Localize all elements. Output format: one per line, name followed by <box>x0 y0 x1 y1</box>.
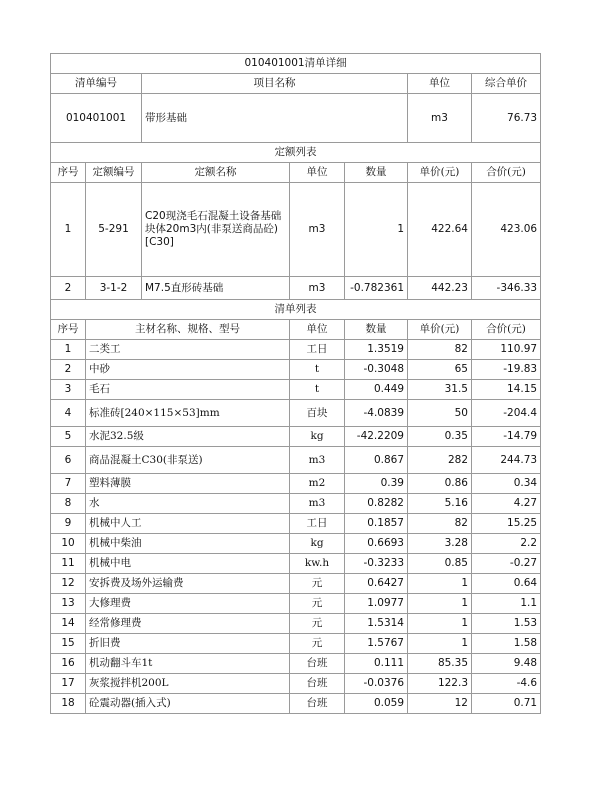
material-unit-price: 82 <box>408 514 472 534</box>
material-unit: 元 <box>290 634 345 654</box>
material-name: 机动翻斗车1t <box>86 654 290 674</box>
material-name: 折旧费 <box>86 634 290 654</box>
material-unit-price: 0.35 <box>408 427 472 447</box>
material-unit-price: 85.35 <box>408 654 472 674</box>
material-row <box>51 614 541 634</box>
material-name: 机械中电 <box>86 554 290 574</box>
material-qty: -0.3233 <box>345 554 408 574</box>
material-unit: t <box>290 360 345 380</box>
material-unit-price: 1 <box>408 634 472 654</box>
quota-unit-price: 422.64 <box>408 183 472 277</box>
material-row <box>51 340 541 360</box>
material-qty: 0.867 <box>345 447 408 474</box>
material-total: -0.27 <box>472 554 541 574</box>
material-qty: 1.5314 <box>345 614 408 634</box>
material-seq: 16 <box>51 654 86 674</box>
quota-unit-header: 单位 <box>290 163 345 183</box>
quota-code: 5-291 <box>86 183 142 277</box>
material-name: 机械中柴油 <box>86 534 290 554</box>
material-unit: 元 <box>290 574 345 594</box>
material-total: 244.73 <box>472 447 541 474</box>
bill-detail-table <box>50 53 541 714</box>
material-row <box>51 674 541 694</box>
material-name: 机械中人工 <box>86 514 290 534</box>
material-unit-price: 12 <box>408 694 472 714</box>
material-qty: 1.5767 <box>345 634 408 654</box>
material-unit: m3 <box>290 447 345 474</box>
material-seq: 8 <box>51 494 86 514</box>
material-seq-header: 序号 <box>51 320 86 340</box>
material-total: 15.25 <box>472 514 541 534</box>
material-unit-price: 50 <box>408 400 472 427</box>
material-row <box>51 694 541 714</box>
quota-unit: m3 <box>290 277 345 300</box>
material-qty: -0.0376 <box>345 674 408 694</box>
bill-name: 带形基础 <box>142 94 408 143</box>
quota-section-title: 定额列表 <box>51 143 541 163</box>
material-unit: 台班 <box>290 694 345 714</box>
material-seq: 3 <box>51 380 86 400</box>
material-qty: 0.111 <box>345 654 408 674</box>
quota-total-header: 合价(元) <box>472 163 541 183</box>
material-total: 0.71 <box>472 694 541 714</box>
material-unit-price-header: 单价(元) <box>408 320 472 340</box>
material-row <box>51 634 541 654</box>
quota-row <box>51 183 541 277</box>
material-unit-price: 1 <box>408 614 472 634</box>
material-row <box>51 474 541 494</box>
material-unit: 元 <box>290 594 345 614</box>
bill-code: 010401001 <box>51 94 142 143</box>
material-unit-price: 282 <box>408 447 472 474</box>
quota-total: 423.06 <box>472 183 541 277</box>
material-row <box>51 594 541 614</box>
material-seq: 13 <box>51 594 86 614</box>
material-unit: 工日 <box>290 340 345 360</box>
quota-qty-header: 数量 <box>345 163 408 183</box>
material-total-header: 合价(元) <box>472 320 541 340</box>
bill-row <box>51 94 541 143</box>
material-unit: 台班 <box>290 674 345 694</box>
material-unit: kg <box>290 534 345 554</box>
bill-unit-header: 单位 <box>408 74 472 94</box>
material-total: 14.15 <box>472 380 541 400</box>
material-qty: -42.2209 <box>345 427 408 447</box>
material-qty: 0.059 <box>345 694 408 714</box>
material-row <box>51 534 541 554</box>
material-total: -204.4 <box>472 400 541 427</box>
material-total: 1.1 <box>472 594 541 614</box>
material-total: 4.27 <box>472 494 541 514</box>
material-qty: 0.6693 <box>345 534 408 554</box>
material-name: 标准砖[240×115×53]mm <box>86 400 290 427</box>
material-name: 砼震动器(插入式) <box>86 694 290 714</box>
material-qty: -0.3048 <box>345 360 408 380</box>
quota-qty: 1 <box>345 183 408 277</box>
material-qty-header: 数量 <box>345 320 408 340</box>
bill-code-header: 清单编号 <box>51 74 142 94</box>
material-seq: 9 <box>51 514 86 534</box>
material-qty: 0.39 <box>345 474 408 494</box>
material-total: 1.53 <box>472 614 541 634</box>
quota-code-header: 定额编号 <box>86 163 142 183</box>
material-row <box>51 494 541 514</box>
bill-price: 76.73 <box>472 94 541 143</box>
material-total: -4.6 <box>472 674 541 694</box>
quota-unit-price-header: 单价(元) <box>408 163 472 183</box>
material-name: 灰浆搅拌机200L <box>86 674 290 694</box>
material-row <box>51 447 541 474</box>
material-total: 0.34 <box>472 474 541 494</box>
material-name: 塑料薄膜 <box>86 474 290 494</box>
material-total: 2.2 <box>472 534 541 554</box>
material-unit-price: 122.3 <box>408 674 472 694</box>
quota-qty: -0.782361 <box>345 277 408 300</box>
material-seq: 17 <box>51 674 86 694</box>
material-seq: 18 <box>51 694 86 714</box>
material-seq: 12 <box>51 574 86 594</box>
material-name: 中砂 <box>86 360 290 380</box>
material-unit-price: 5.16 <box>408 494 472 514</box>
quota-section-row <box>51 143 541 163</box>
material-total: 110.97 <box>472 340 541 360</box>
material-row <box>51 380 541 400</box>
table-title: 010401001清单详细 <box>51 54 541 74</box>
material-seq: 14 <box>51 614 86 634</box>
quota-unit: m3 <box>290 183 345 277</box>
quota-seq-header: 序号 <box>51 163 86 183</box>
quota-name-header: 定额名称 <box>142 163 290 183</box>
quota-row <box>51 277 541 300</box>
material-name: 水 <box>86 494 290 514</box>
material-total: -19.83 <box>472 360 541 380</box>
material-unit: 元 <box>290 614 345 634</box>
quota-name: C20现浇毛石混凝土设备基础块体20m3内(非泵送商品砼)[C30] <box>142 183 290 277</box>
material-name-header: 主材名称、规格、型号 <box>86 320 290 340</box>
material-row <box>51 514 541 534</box>
material-unit-price: 1 <box>408 594 472 614</box>
material-seq: 7 <box>51 474 86 494</box>
bill-name-header: 项目名称 <box>142 74 408 94</box>
material-unit-price: 65 <box>408 360 472 380</box>
quota-name: M7.5直形砖基础 <box>142 277 290 300</box>
material-qty: 1.0977 <box>345 594 408 614</box>
material-section-title: 清单列表 <box>51 300 541 320</box>
quota-seq: 1 <box>51 183 86 277</box>
quota-header-row <box>51 163 541 183</box>
quota-seq: 2 <box>51 277 86 300</box>
material-unit-price: 0.85 <box>408 554 472 574</box>
material-name: 经常修理费 <box>86 614 290 634</box>
material-qty: 0.1857 <box>345 514 408 534</box>
quota-unit-price: 442.23 <box>408 277 472 300</box>
bill-header-row <box>51 74 541 94</box>
material-seq: 15 <box>51 634 86 654</box>
material-seq: 6 <box>51 447 86 474</box>
material-name: 水泥32.5级 <box>86 427 290 447</box>
material-unit: t <box>290 380 345 400</box>
material-row <box>51 427 541 447</box>
material-unit-header: 单位 <box>290 320 345 340</box>
material-total: -14.79 <box>472 427 541 447</box>
quota-code: 3-1-2 <box>86 277 142 300</box>
material-header-row <box>51 320 541 340</box>
material-seq: 11 <box>51 554 86 574</box>
material-qty: 0.449 <box>345 380 408 400</box>
material-total: 9.48 <box>472 654 541 674</box>
material-unit-price: 3.28 <box>408 534 472 554</box>
material-seq: 5 <box>51 427 86 447</box>
bill-price-header: 综合单价 <box>472 74 541 94</box>
material-qty: 1.3519 <box>345 340 408 360</box>
material-name: 二类工 <box>86 340 290 360</box>
material-unit: 百块 <box>290 400 345 427</box>
material-unit-price: 1 <box>408 574 472 594</box>
material-seq: 4 <box>51 400 86 427</box>
material-row <box>51 554 541 574</box>
material-unit-price: 82 <box>408 340 472 360</box>
material-unit: 台班 <box>290 654 345 674</box>
bill-unit: m3 <box>408 94 472 143</box>
quota-total: -346.33 <box>472 277 541 300</box>
material-row <box>51 574 541 594</box>
material-unit-price: 0.86 <box>408 474 472 494</box>
material-unit-price: 31.5 <box>408 380 472 400</box>
material-name: 商品混凝土C30(非泵送) <box>86 447 290 474</box>
material-unit: kg <box>290 427 345 447</box>
material-section-row <box>51 300 541 320</box>
material-unit: m2 <box>290 474 345 494</box>
material-qty: 0.8282 <box>345 494 408 514</box>
material-unit: kw.h <box>290 554 345 574</box>
material-unit: 工日 <box>290 514 345 534</box>
material-row <box>51 654 541 674</box>
material-row <box>51 400 541 427</box>
material-unit: m3 <box>290 494 345 514</box>
material-row <box>51 360 541 380</box>
material-name: 安拆费及场外运输费 <box>86 574 290 594</box>
material-seq: 1 <box>51 340 86 360</box>
material-name: 大修理费 <box>86 594 290 614</box>
material-qty: 0.6427 <box>345 574 408 594</box>
material-qty: -4.0839 <box>345 400 408 427</box>
material-total: 1.58 <box>472 634 541 654</box>
material-seq: 2 <box>51 360 86 380</box>
material-total: 0.64 <box>472 574 541 594</box>
material-seq: 10 <box>51 534 86 554</box>
table-title-row <box>51 54 541 74</box>
material-name: 毛石 <box>86 380 290 400</box>
